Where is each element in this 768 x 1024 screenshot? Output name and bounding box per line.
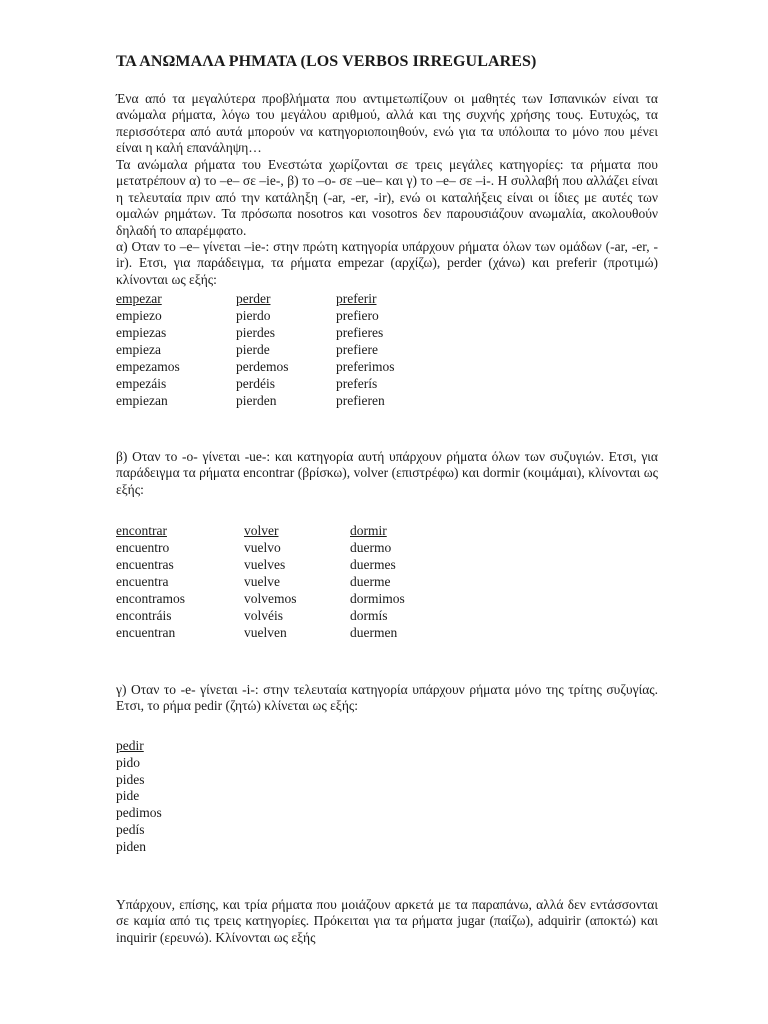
list-item: pedimos — [116, 805, 162, 821]
section-a-paragraph: α) Οταν το –e– γίνεται –ie-: στην πρώτη κατηγορία υπάρχουν ρήματα όλων των ομάδων (-ar, -er, -ir). Ετσι, για παράδειγμα, τα ρήματα empezar (αρχίζω), perder (χάνω) και preferir (προτιμώ) κλίνονται ως εξής: — [116, 239, 658, 287]
verb-form: dormimos — [350, 591, 405, 606]
table-row — [116, 375, 536, 392]
verb-form: vuelvo — [244, 540, 281, 555]
table-row — [116, 539, 536, 556]
verb-form: vuelve — [244, 574, 280, 589]
verb-form: prefieres — [336, 325, 384, 340]
verb-form: encuentran — [116, 625, 176, 640]
section-c-paragraph: γ) Οταν το -e- γίνεται -i-: στην τελευταία κατηγορία υπάρχουν ρήματα μόνο της τρίτης συζυγίας. Ετσι, το ρήμα pedir (ζητώ) κλίνεται ως εξής: — [116, 682, 658, 714]
verb-header: preferir — [336, 291, 377, 306]
conjugation-table-b — [116, 522, 536, 641]
section-b-paragraph: β) Οταν το -o- γίνεται -ue-: και κατηγορία αυτή υπάρχουν ρήματα όλων των συζυγιών. Ετσι, για παράδειγμα τα ρήματα encontrar (βρίσκω), volver (επιστρέφω) και dormir (κοιμάμαι), κλίνονται ως εξής: — [116, 449, 658, 497]
verb-header: empezar — [116, 291, 162, 306]
verb-header: pedir — [116, 738, 144, 753]
table-row — [116, 392, 536, 409]
verb-form: pierdo — [236, 308, 271, 323]
table-row — [116, 358, 536, 375]
verb-form: preferís — [336, 376, 378, 391]
verb-form: perdéis — [236, 376, 275, 391]
table-header-row — [116, 522, 536, 539]
table-row — [116, 607, 536, 624]
verb-form: duerme — [350, 574, 391, 589]
categories-paragraph: Τα ανώμαλα ρήματα του Ενεστώτα χωρίζονται σε τρεις μεγάλες κατηγορίες: τα ρήματα που μετατρέπουν α) το –e– σε –ie-, β) το –o- σε –ue– και γ) το –e– σε –i-. Η συλλαβή που αλλάζει είναι η τελευταία πριν από την κατάληξη (-ar, -er, -ir), ενώ οι καταλήξεις είναι οι ίδιες με αυτές των ομαλών ρημάτων. Τα πρόσωπα nosotros και vosotros δεν παρουσιάζουν ανωμαλία, ακολουθούν δηλαδή το απαρέμφατο. — [116, 157, 658, 238]
list-item: pides — [116, 771, 145, 787]
verb-form: prefieren — [336, 393, 385, 408]
verb-form: encuentras — [116, 557, 174, 572]
verb-header: encontrar — [116, 523, 167, 538]
verb-form: empiezas — [116, 325, 167, 340]
page-title: ΤΑ ΑΝΩΜΑΛΑ ΡΗΜΑΤΑ (LOS VERBOS IRREGULARES) — [116, 53, 537, 70]
table-row — [116, 324, 536, 341]
verb-form: prefiero — [336, 308, 379, 323]
table-header-row — [116, 290, 536, 307]
conjugation-list-c — [116, 738, 162, 856]
verb-form: prefiere — [336, 342, 378, 357]
verb-header: dormir — [350, 523, 387, 538]
verb-form: vuelves — [244, 557, 286, 572]
list-item: piden — [116, 838, 146, 854]
verb-header: perder — [236, 291, 271, 306]
list-item: pide — [116, 788, 140, 804]
verb-form: duermo — [350, 540, 392, 555]
verb-form: empiezo — [116, 308, 162, 323]
verb-form: perdemos — [236, 359, 289, 374]
verb-form: encuentro — [116, 540, 170, 555]
table-row — [116, 341, 536, 358]
verb-form: encuentra — [116, 574, 169, 589]
verb-form: pierdes — [236, 325, 275, 340]
table-row — [116, 590, 536, 607]
verb-form: vuelven — [244, 625, 287, 640]
verb-form: dormís — [350, 608, 388, 623]
verb-form: empiezan — [116, 393, 168, 408]
conjugation-table-a — [116, 290, 536, 409]
verb-form: empezáis — [116, 376, 167, 391]
table-row — [116, 624, 536, 641]
verb-form: volvemos — [244, 591, 297, 606]
verb-form: empieza — [116, 342, 161, 357]
verb-form: duermen — [350, 625, 398, 640]
verb-form: pierde — [236, 342, 270, 357]
verb-form: duermes — [350, 557, 396, 572]
verb-form: empezamos — [116, 359, 180, 374]
table-row — [116, 573, 536, 590]
verb-form: preferimos — [336, 359, 395, 374]
list-item: pido — [116, 754, 141, 770]
closing-paragraph: Υπάρχουν, επίσης, και τρία ρήματα που μοιάζουν αρκετά με τα παραπάνω, αλλά δεν εντάσσονται σε καμία από τις τρεις κατηγορίες. Πρόκειται για τα ρήματα jugar (παίζω), adquirir (αποκτώ) και inquirir (ερευνώ). Κλίνονται ως εξής — [116, 897, 658, 945]
verb-form: volvéis — [244, 608, 283, 623]
table-row — [116, 307, 536, 324]
table-row — [116, 556, 536, 573]
verb-form: encontramos — [116, 591, 185, 606]
verb-form: pierden — [236, 393, 277, 408]
list-item: pedís — [116, 821, 145, 837]
intro-paragraph: Ένα από τα μεγαλύτερα προβλήματα που αντιμετωπίζουν οι μαθητές των Ισπανικών είναι τα ανώμαλα ρήματα, λόγω του μεγάλου αριθμού, αλλά και της συχνής χρήσης τους. Ευτυχώς, τα περισσότερα από αυτά μπορούν να κατηγοριοποιηθούν, ενώ για τα υπόλοιπα το μόνο που μένει είναι η καλή επανάληψη… — [116, 91, 658, 156]
verb-form: encontráis — [116, 608, 172, 623]
verb-header: volver — [244, 523, 279, 538]
